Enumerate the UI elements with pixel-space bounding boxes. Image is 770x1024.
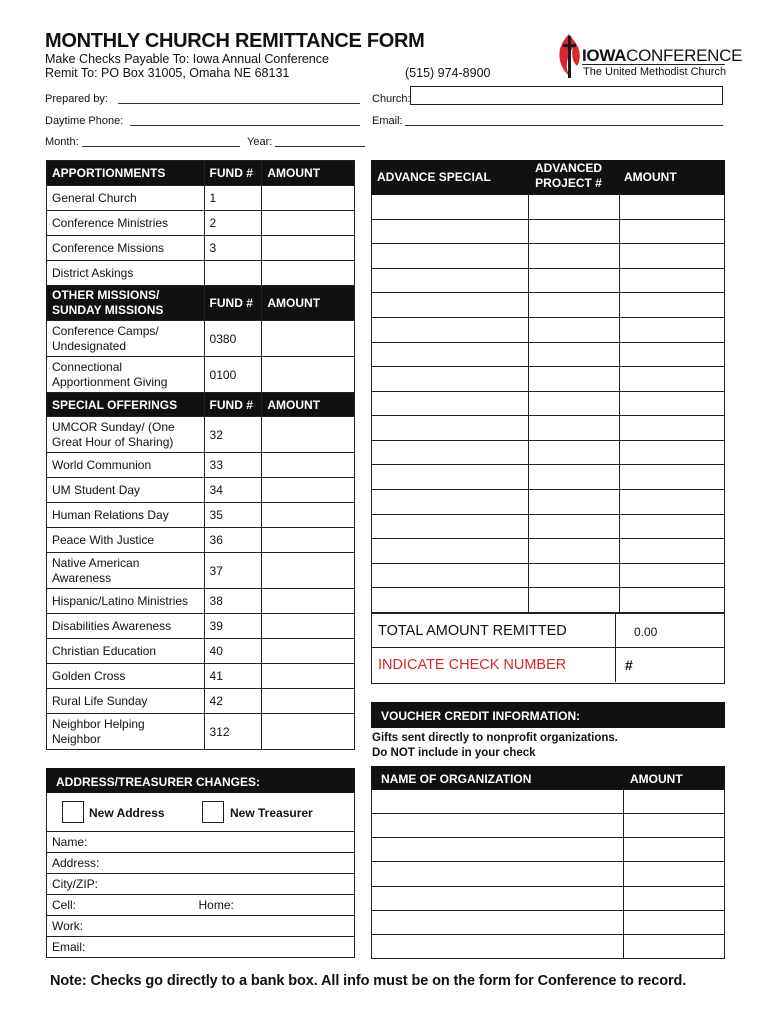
blank-cell[interactable] <box>620 392 724 416</box>
amount-cell[interactable] <box>262 614 355 639</box>
change-options <box>46 793 355 831</box>
fund-number: 0380 <box>204 321 262 357</box>
table-row <box>372 244 724 269</box>
voucher-table-header <box>371 766 725 790</box>
voucher-note2: Do NOT include in your check <box>372 747 536 759</box>
table-row <box>372 441 724 466</box>
work-field[interactable] <box>47 916 355 937</box>
voucher-header <box>371 702 725 728</box>
fund-name-line1: UMCOR Sunday/ (One <box>52 419 175 434</box>
blank-cell[interactable] <box>529 465 620 489</box>
home-label: Home: <box>198 898 234 912</box>
amount-cell[interactable] <box>262 186 355 211</box>
table-row <box>47 528 355 553</box>
new-address-checkbox[interactable] <box>62 801 84 823</box>
blank-cell[interactable] <box>529 343 620 367</box>
amount-cell[interactable] <box>262 503 355 528</box>
church-field[interactable] <box>410 86 723 105</box>
table-row <box>372 416 724 441</box>
email-label: Email: <box>372 115 403 127</box>
blank-cell[interactable] <box>620 490 724 514</box>
fund-number: 42 <box>204 689 262 714</box>
blank-cell[interactable] <box>372 244 529 268</box>
blank-cell[interactable] <box>620 318 724 342</box>
amount-cell[interactable] <box>262 664 355 689</box>
fund-name-line2: Neighbor <box>52 731 101 746</box>
blank-cell[interactable] <box>372 814 624 837</box>
blank-cell[interactable] <box>372 367 529 391</box>
table-row <box>47 503 355 528</box>
table-row <box>372 862 724 886</box>
fund-number: 35 <box>204 503 262 528</box>
work-label: Work: <box>52 919 84 933</box>
table-row <box>372 887 724 911</box>
fund-name: Golden Cross <box>47 664 205 689</box>
special-offerings-header: SPECIAL OFFERINGS <box>47 393 205 417</box>
table-row <box>372 269 724 294</box>
cityzip-label: City/ZIP: <box>52 877 99 891</box>
cell-label: Cell: <box>52 898 77 912</box>
other-missions-header-line1: OTHER MISSIONS/ <box>52 288 160 302</box>
table-row <box>372 814 724 838</box>
blank-cell[interactable] <box>372 490 529 514</box>
new-address-label: New Address <box>89 806 165 820</box>
amount-header: AMOUNT <box>262 393 355 417</box>
blank-cell[interactable] <box>372 588 529 613</box>
voucher-note1: Gifts sent directly to nonprofit organizations. <box>372 732 618 744</box>
blank-cell[interactable] <box>529 293 620 317</box>
funds-table <box>46 160 355 750</box>
fund-header: FUND # <box>204 393 262 417</box>
blank-cell[interactable] <box>372 539 529 563</box>
table-row <box>372 515 724 540</box>
fund-number: 2 <box>204 211 262 236</box>
blank-cell[interactable] <box>624 887 724 910</box>
daytime-phone-field[interactable] <box>130 114 360 126</box>
logo-wordmark <box>582 46 742 66</box>
table-row <box>47 211 355 236</box>
fund-name: Peace With Justice <box>47 528 205 553</box>
blank-cell[interactable] <box>620 465 724 489</box>
table-row <box>47 417 355 453</box>
table-row <box>47 478 355 503</box>
blank-cell[interactable] <box>372 343 529 367</box>
fund-name: Rural Life Sunday <box>47 689 205 714</box>
blank-cell[interactable] <box>529 367 620 391</box>
fund-header: FUND # <box>204 161 262 186</box>
blank-cell[interactable] <box>372 416 529 440</box>
blank-cell[interactable] <box>529 539 620 563</box>
advance-header <box>371 160 725 195</box>
table-row <box>47 357 355 393</box>
voucher-header-text: VOUCHER CREDIT INFORMATION: <box>381 709 581 723</box>
blank-cell[interactable] <box>372 392 529 416</box>
blank-cell[interactable] <box>529 564 620 588</box>
fund-name: Christian Education <box>47 639 205 664</box>
blank-cell[interactable] <box>372 441 529 465</box>
blank-cell[interactable] <box>620 269 724 293</box>
amount-cell[interactable] <box>262 689 355 714</box>
address-header-text: ADDRESS/TREASURER CHANGES: <box>56 775 261 789</box>
fund-name: Conference Missions <box>47 236 205 261</box>
month-field[interactable] <box>82 135 240 147</box>
table-row <box>47 689 355 714</box>
address-email-label: Email: <box>52 940 86 954</box>
table-row <box>372 343 724 368</box>
fund-name: Disabilities Awareness <box>47 614 205 639</box>
cross-flame-icon <box>555 30 585 80</box>
amount-cell[interactable] <box>262 357 355 393</box>
table-row <box>372 911 724 935</box>
table-row <box>372 195 724 220</box>
table-row <box>47 664 355 689</box>
amount-cell[interactable] <box>262 261 355 286</box>
table-row <box>372 490 724 515</box>
table-row <box>47 186 355 211</box>
table-row <box>47 614 355 639</box>
table-row <box>47 236 355 261</box>
check-number-field[interactable]: # <box>625 657 633 673</box>
fund-name-line1: Conference Camps/ <box>52 323 159 338</box>
fund-name-line2: Undesignated <box>52 338 127 353</box>
payable-text: Make Checks Payable To: Iowa Annual Conference <box>45 52 329 66</box>
fund-number: 36 <box>204 528 262 553</box>
table-row <box>47 261 355 286</box>
phone-row[interactable] <box>47 895 355 916</box>
email-address-field[interactable] <box>47 937 355 958</box>
name-label: Name: <box>52 835 88 849</box>
blank-cell[interactable] <box>372 269 529 293</box>
address-table <box>46 831 355 958</box>
blank-cell[interactable] <box>620 515 724 539</box>
advanced-project-header <box>531 161 606 191</box>
fund-name-line1: Connectional <box>52 359 123 374</box>
blank-cell[interactable] <box>620 244 724 268</box>
other-missions-header-line2: SUNDAY MISSIONS <box>52 303 164 317</box>
fund-name: UM Student Day <box>47 478 205 503</box>
advanced-project-header-line2: PROJECT # <box>535 176 602 190</box>
table-row <box>372 318 724 343</box>
organization-header: NAME OF ORGANIZATION <box>381 772 532 786</box>
logo-conference: CONFERENCE <box>626 46 743 65</box>
table-row <box>47 639 355 664</box>
blank-cell[interactable] <box>529 392 620 416</box>
table-row <box>372 790 724 814</box>
blank-cell[interactable] <box>620 564 724 588</box>
table-row <box>372 465 724 490</box>
amount-cell[interactable] <box>262 211 355 236</box>
month-label: Month: <box>45 136 79 148</box>
address-label: Address: <box>52 856 100 870</box>
fund-name: World Communion <box>47 453 205 478</box>
fund-number: 39 <box>204 614 262 639</box>
table-row <box>372 539 724 564</box>
amount-cell[interactable] <box>262 639 355 664</box>
blank-cell[interactable] <box>620 195 724 219</box>
blank-cell[interactable] <box>372 220 529 244</box>
fund-number: 34 <box>204 478 262 503</box>
page-title: MONTHLY CHURCH REMITTANCE FORM <box>45 30 425 52</box>
table-row <box>372 838 724 862</box>
fund-header: FUND # <box>204 286 262 321</box>
advanced-project-header-line1: ADVANCED <box>534 161 603 175</box>
blank-cell[interactable] <box>620 343 724 367</box>
fund-number: 1 <box>204 186 262 211</box>
blank-cell[interactable] <box>624 838 724 861</box>
blank-cell[interactable] <box>372 318 529 342</box>
amount-cell[interactable] <box>262 528 355 553</box>
fund-number: 40 <box>204 639 262 664</box>
blank-cell[interactable] <box>372 935 624 959</box>
address-field[interactable] <box>47 853 355 874</box>
blank-cell[interactable] <box>620 539 724 563</box>
logo-subtitle: The United Methodist Church <box>583 66 727 78</box>
blank-cell[interactable] <box>620 588 724 613</box>
fund-name-line2: Great Hour of Sharing) <box>52 434 174 449</box>
amount-cell[interactable] <box>262 453 355 478</box>
advance-grid[interactable] <box>371 195 725 613</box>
amount-cell[interactable] <box>262 553 355 589</box>
prepared-by-field[interactable] <box>118 92 360 104</box>
address-header <box>46 768 355 793</box>
new-treasurer-label: New Treasurer <box>230 806 313 820</box>
advance-amount-header: AMOUNT <box>624 170 677 184</box>
blank-cell[interactable] <box>372 862 624 885</box>
blank-cell[interactable] <box>372 293 529 317</box>
fund-number: 33 <box>204 453 262 478</box>
total-value[interactable]: 0.00 <box>634 625 658 639</box>
fund-number: 312 <box>204 714 262 750</box>
blank-cell[interactable] <box>372 887 624 910</box>
fund-name <box>47 714 205 750</box>
blank-cell[interactable] <box>372 564 529 588</box>
table-row <box>372 935 724 959</box>
amount-cell[interactable] <box>262 589 355 614</box>
cityzip-field[interactable] <box>47 874 355 895</box>
amount-header: AMOUNT <box>262 286 355 321</box>
blank-cell[interactable] <box>372 838 624 861</box>
year-label: Year: <box>247 136 273 148</box>
blank-cell[interactable] <box>372 515 529 539</box>
blank-cell[interactable] <box>624 814 724 837</box>
fund-number: 37 <box>204 553 262 589</box>
fund-number: 0100 <box>204 357 262 393</box>
total-label: TOTAL AMOUNT REMITTED <box>378 623 567 639</box>
fund-number: 3 <box>204 236 262 261</box>
fund-name: District Askings <box>47 261 205 286</box>
email-field[interactable] <box>405 114 723 126</box>
blank-cell[interactable] <box>620 367 724 391</box>
blank-cell[interactable] <box>529 244 620 268</box>
voucher-amount-header: AMOUNT <box>630 772 683 786</box>
blank-cell[interactable] <box>624 935 724 959</box>
check-box <box>371 648 725 684</box>
blank-cell[interactable] <box>620 441 724 465</box>
voucher-grid[interactable] <box>371 790 725 959</box>
fund-name: Human Relations Day <box>47 503 205 528</box>
blank-cell[interactable] <box>372 465 529 489</box>
blank-cell[interactable] <box>372 911 624 934</box>
fund-name-line1: Native American <box>52 555 140 570</box>
daytime-phone-label: Daytime Phone: <box>45 115 124 127</box>
blank-cell[interactable] <box>624 790 724 813</box>
amount-cell[interactable] <box>262 321 355 357</box>
blank-cell[interactable] <box>624 862 724 885</box>
phone-text: (515) 974-8900 <box>405 66 491 80</box>
new-treasurer-checkbox[interactable] <box>202 801 224 823</box>
fund-name-line2: Apportionment Giving <box>52 374 168 389</box>
table-row <box>47 553 355 589</box>
church-label: Church: <box>372 93 411 105</box>
fund-name-line1: Neighbor Helping <box>52 716 145 731</box>
fund-number: 38 <box>204 589 262 614</box>
fund-number <box>204 261 262 286</box>
blank-cell[interactable] <box>372 790 624 813</box>
table-row <box>47 714 355 750</box>
table-row <box>47 321 355 357</box>
fund-name <box>47 321 205 357</box>
amount-cell[interactable] <box>262 714 355 750</box>
amount-cell[interactable] <box>262 236 355 261</box>
blank-cell[interactable] <box>529 318 620 342</box>
amount-cell[interactable] <box>262 417 355 453</box>
name-field[interactable] <box>47 832 355 853</box>
fund-name <box>47 417 205 453</box>
footer-note: Note: Checks go directly to a bank box. All info must be on the form for Conference to record. <box>50 973 687 989</box>
fund-name: Hispanic/Latino Ministries <box>47 589 205 614</box>
logo-iowa: IOWA <box>582 46 627 65</box>
table-row <box>372 220 724 245</box>
remit-text: Remit To: PO Box 31005, Omaha NE 68131 <box>45 66 290 80</box>
blank-cell[interactable] <box>529 269 620 293</box>
fund-name: Conference Ministries <box>47 211 205 236</box>
table-row <box>372 293 724 318</box>
blank-cell[interactable] <box>529 195 620 219</box>
fund-name: General Church <box>47 186 205 211</box>
blank-cell[interactable] <box>529 220 620 244</box>
apportionments-header: APPORTIONMENTS <box>47 161 205 186</box>
table-row <box>372 564 724 589</box>
fund-name <box>47 553 205 589</box>
advance-special-header: ADVANCE SPECIAL <box>377 170 491 184</box>
blank-cell[interactable] <box>624 911 724 934</box>
blank-cell[interactable] <box>529 416 620 440</box>
blank-cell[interactable] <box>620 293 724 317</box>
year-field[interactable] <box>275 135 365 147</box>
table-row <box>372 392 724 417</box>
blank-cell[interactable] <box>529 441 620 465</box>
prepared-by-label: Prepared by: <box>45 93 108 105</box>
table-row <box>47 589 355 614</box>
blank-cell[interactable] <box>529 490 620 514</box>
blank-cell[interactable] <box>372 195 529 219</box>
blank-cell[interactable] <box>620 220 724 244</box>
table-row <box>47 453 355 478</box>
blank-cell[interactable] <box>529 588 620 613</box>
other-missions-header <box>47 286 205 321</box>
total-box <box>371 613 725 648</box>
blank-cell[interactable] <box>529 515 620 539</box>
table-row <box>372 588 724 613</box>
blank-cell[interactable] <box>620 416 724 440</box>
fund-number: 41 <box>204 664 262 689</box>
table-row <box>372 367 724 392</box>
fund-number: 32 <box>204 417 262 453</box>
check-number-label: INDICATE CHECK NUMBER <box>378 657 567 673</box>
amount-header: AMOUNT <box>262 161 355 186</box>
fund-name <box>47 357 205 393</box>
amount-cell[interactable] <box>262 478 355 503</box>
fund-name-line2: Awareness <box>52 570 112 585</box>
